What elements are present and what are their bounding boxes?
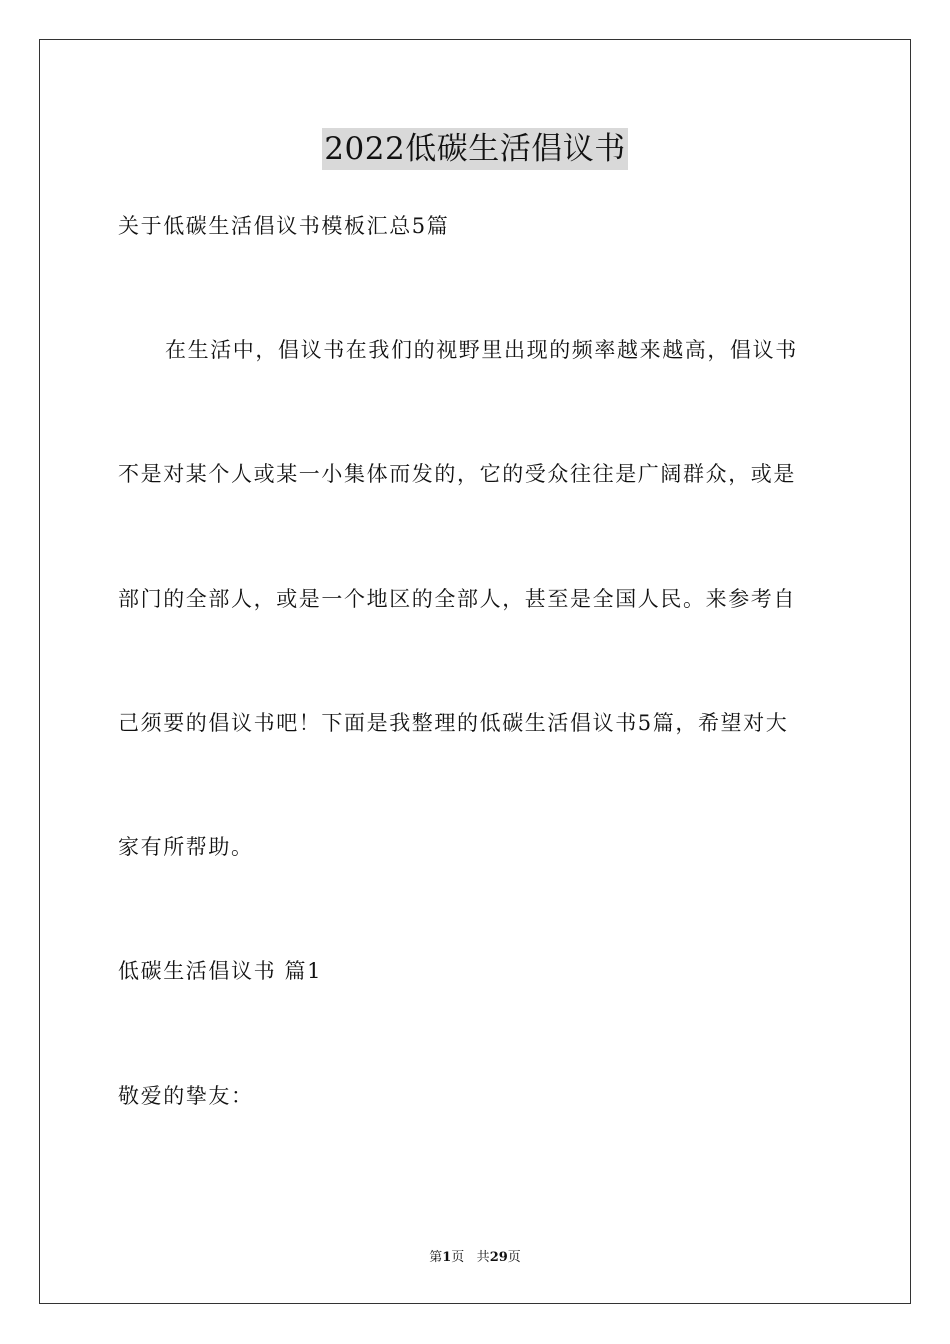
section-heading: 低碳生活倡议书 篇1	[118, 959, 323, 983]
salutation: 敬爱的挚友：	[118, 1084, 254, 1108]
footer-page-suffix: 页	[451, 1250, 465, 1265]
footer-total-pages: 29	[489, 1250, 508, 1265]
footer-page-prefix: 第	[429, 1250, 443, 1265]
document-title: 2022低碳生活倡议书	[322, 128, 627, 170]
page-footer	[0, 1249, 950, 1267]
footer-total-suffix: 页	[507, 1250, 521, 1265]
paragraph-line-5: 家有所帮助。	[118, 835, 254, 859]
footer-total-prefix: 共	[476, 1250, 490, 1265]
title-container	[0, 128, 950, 170]
paragraph-line-3: 部门的全部人，或是一个地区的全部人，甚至是全国人民。来参考自	[118, 587, 796, 611]
paragraph-line-1: 在生活中，倡议书在我们的视野里出现的频率越来越高，倡议书	[165, 338, 798, 362]
paragraph-line-4: 己须要的倡议书吧！下面是我整理的低碳生活倡议书5篇，希望对大	[118, 711, 789, 735]
paragraph-line-2: 不是对某个人或某一小集体而发的，它的受众往往是广阔群众，或是	[118, 462, 796, 486]
document-subtitle: 关于低碳生活倡议书模板汇总5篇	[118, 214, 450, 238]
footer-page-number: 1	[442, 1250, 452, 1265]
